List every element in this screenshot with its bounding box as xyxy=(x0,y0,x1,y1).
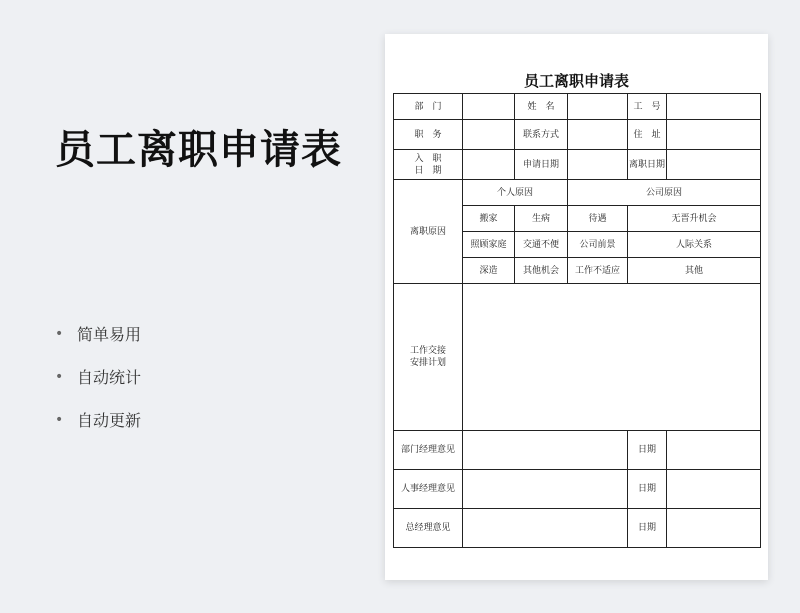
date-field[interactable] xyxy=(667,431,761,470)
table-row xyxy=(394,180,761,206)
dept-value[interactable] xyxy=(463,94,515,120)
table-row xyxy=(394,470,761,509)
feature-label: 简单易用 xyxy=(77,325,142,344)
reason-option[interactable]: 其他机会 xyxy=(515,258,568,284)
table-row xyxy=(394,120,761,150)
personal-reason-header: 个人原因 xyxy=(463,180,568,206)
leave-date-label: 离职日期 xyxy=(628,150,667,180)
handover-label-line1: 工作交接 xyxy=(409,346,446,356)
form-preview-page xyxy=(385,34,768,580)
company-reason-header: 公司原因 xyxy=(568,180,761,206)
hr-manager-opinion-label: 人事经理意见 xyxy=(394,470,463,509)
position-label: 职 务 xyxy=(394,120,463,150)
table-row xyxy=(394,509,761,548)
name-value[interactable] xyxy=(568,94,628,120)
apply-date-value[interactable] xyxy=(568,150,628,180)
general-manager-opinion-field[interactable] xyxy=(463,509,628,548)
date-label: 日期 xyxy=(628,431,667,470)
date-label: 日期 xyxy=(628,470,667,509)
leave-date-value[interactable] xyxy=(667,150,761,180)
table-row xyxy=(394,94,761,120)
hr-manager-opinion-field[interactable] xyxy=(463,470,628,509)
join-date-value[interactable] xyxy=(463,150,515,180)
join-date-label-line1: 入 职 xyxy=(414,153,442,164)
general-manager-opinion-label: 总经理意见 xyxy=(394,509,463,548)
table-row xyxy=(394,431,761,470)
feature-label: 自动更新 xyxy=(77,411,142,430)
feature-item xyxy=(55,312,141,355)
handover-label-line2: 安排计划 xyxy=(409,358,446,368)
dept-manager-opinion-label: 部门经理意见 xyxy=(394,431,463,470)
reason-option[interactable]: 搬家 xyxy=(463,206,515,232)
address-label: 住 址 xyxy=(628,120,667,150)
hero-title: 员工离职申请表 xyxy=(55,127,342,173)
date-field[interactable] xyxy=(667,470,761,509)
feature-item xyxy=(55,355,141,398)
date-field[interactable] xyxy=(667,509,761,548)
bullet-icon: • xyxy=(55,368,64,385)
handover-plan-field[interactable] xyxy=(463,284,761,431)
resignation-form-table xyxy=(393,93,761,548)
apply-date-label: 申请日期 xyxy=(515,150,568,180)
table-row xyxy=(394,284,761,431)
table-row xyxy=(394,150,761,180)
bullet-icon: • xyxy=(55,325,64,342)
reason-option[interactable]: 照顾家庭 xyxy=(463,232,515,258)
reason-label: 离职原因 xyxy=(394,180,463,284)
reason-option[interactable]: 生病 xyxy=(515,206,568,232)
reason-option[interactable]: 深造 xyxy=(463,258,515,284)
employee-id-value[interactable] xyxy=(667,94,761,120)
form-title: 员工离职申请表 xyxy=(523,72,629,90)
reason-option[interactable]: 公司前景 xyxy=(568,232,628,258)
contact-value[interactable] xyxy=(568,120,628,150)
reason-option[interactable]: 待遇 xyxy=(568,206,628,232)
handover-label xyxy=(394,284,463,431)
contact-label: 联系方式 xyxy=(515,120,568,150)
bullet-icon: • xyxy=(55,411,64,428)
join-date-label-line2: 日 期 xyxy=(414,165,442,176)
reason-option[interactable]: 其他 xyxy=(628,258,761,284)
feature-label: 自动统计 xyxy=(77,368,142,387)
join-date-label xyxy=(394,150,463,180)
feature-item xyxy=(55,398,141,441)
name-label: 姓 名 xyxy=(515,94,568,120)
reason-option[interactable]: 工作不适应 xyxy=(568,258,628,284)
position-value[interactable] xyxy=(463,120,515,150)
reason-option[interactable]: 人际关系 xyxy=(628,232,761,258)
address-value[interactable] xyxy=(667,120,761,150)
feature-list xyxy=(55,312,141,441)
reason-option[interactable]: 无晋升机会 xyxy=(628,206,761,232)
dept-label: 部 门 xyxy=(394,94,463,120)
date-label: 日期 xyxy=(628,509,667,548)
reason-option[interactable]: 交通不便 xyxy=(515,232,568,258)
dept-manager-opinion-field[interactable] xyxy=(463,431,628,470)
employee-id-label: 工 号 xyxy=(628,94,667,120)
